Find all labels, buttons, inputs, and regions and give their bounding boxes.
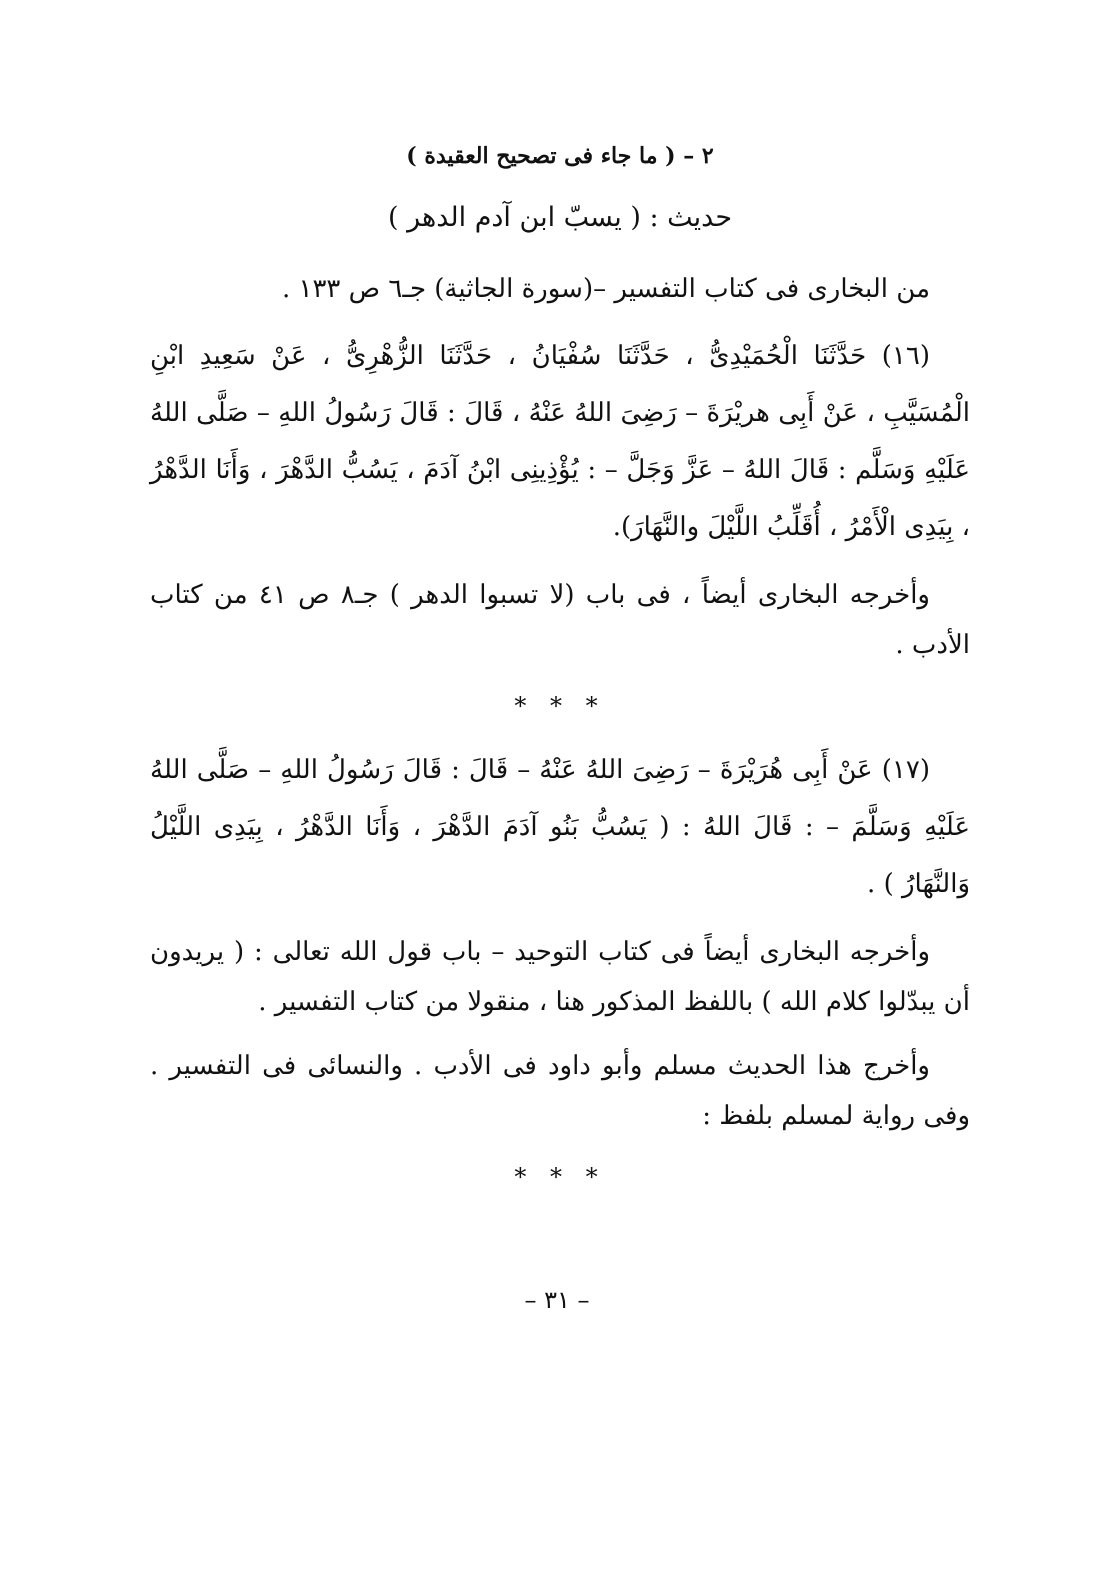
hadith-17-text: (١٧) عَنْ أَبِى هُرَيْرَةَ – رَضِىَ اللهُ عَنْهُ – قَالَ : قَالَ رَسُولُ اللهِ – صَلَّى اللهُ عَلَيْهِ وَسَلَّمَ – : قَالَ اللهُ : ( يَسُبُّ بَنُو آدَمَ الدَّهْرَ ، وَأَنَا الدَّهْرُ ، بِيَدِى اللَّيْلُ وَالنَّهَارُ ) . [150,755,970,899]
muslim-note: وأخرج هذا الحديث مسلم وأبو داود فى الأدب . والنسائى فى التفسير . وفى رواية لمسلم بلفظ : [150,1051,970,1131]
hadith-17-note: وأخرجه البخارى أيضاً فى كتاب التوحيد – باب قول الله تعالى : ( يريدون أن يبدّلوا كلام الله ) باللفظ المذكور هنا ، منقولا من كتاب التفسير . [150,937,970,1017]
section-separator: * * * [514,1163,606,1191]
hadith-16-text: (١٦) حَدَّثَنَا الْحُمَيْدِىُّ ، حَدَّثَنَا سُفْيَانُ ، حَدَّثَنَا الزُّهْرِىُّ ، عَنْ سَعِيدِ ابْنِ الْمُسَيَّبِ ، عَنْ أَبِى هريْرَةَ – رَضِىَ اللهُ عَنْهُ ، قَالَ : قَالَ رَسُولُ اللهِ – صَلَّى اللهُ عَلَيْهِ وَسَلَّم : قَالَ اللهُ – عَزَّ وَجَلَّ – : يُؤْذِينِى ابْنُ آدَمَ ، يَسُبُّ الدَّهْرَ ، وَأَنَا الدَّهْرُ ، بِيَدِى الْأَمْرُ ، أُقَلِّبُ اللَّيْلَ والنَّهَارَ). [150,341,970,542]
page-content [150,140,970,1440]
page-number: – ٣١ – [524,1286,590,1314]
section-separator: * * * [514,692,606,720]
source-line: من البخارى فى كتاب التفسير –(سورة الجاثية) جـ٦ ص ١٣٣ . [281,274,930,304]
chapter-title: ٢ – ( ما جاء فى تصحيح العقيدة ) [406,143,714,169]
hadith-heading: حديث : ( يسبّ ابن آدم الدهر ) [387,202,733,233]
hadith-16-note: وأخرجه البخارى أيضاً ، فى باب (لا تسبوا الدهر ) جـ٨ ص ٤١ من كتاب الأدب . [150,580,970,660]
